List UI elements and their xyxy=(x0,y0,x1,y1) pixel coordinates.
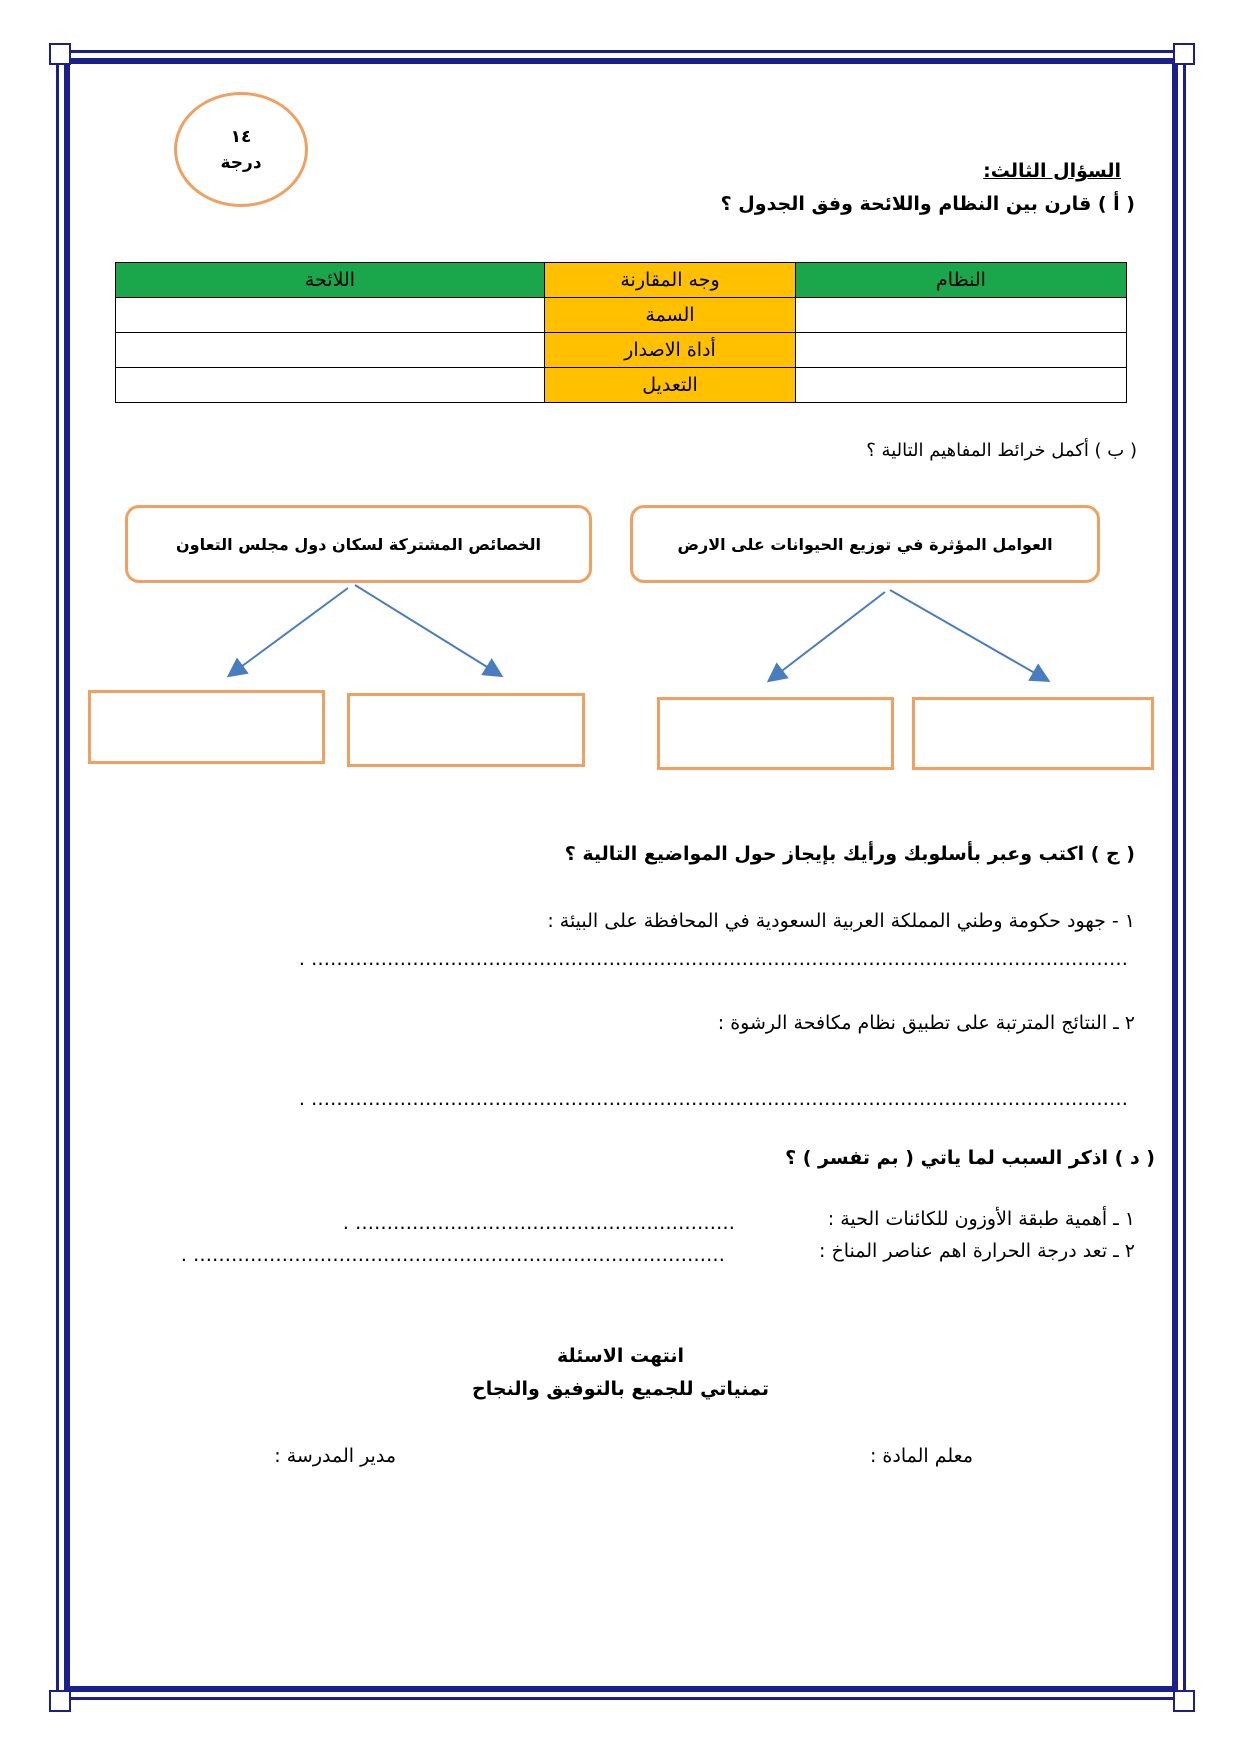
header-comparison-aspect: وجه المقارنة xyxy=(545,263,796,298)
concept-arrows xyxy=(0,0,1241,800)
c-item-1: ١ - جهود حكومة وطني المملكة العربية السعودية في المحافظة على البيئة : xyxy=(547,910,1135,932)
concept-answer-box[interactable] xyxy=(912,697,1154,770)
part-b-prompt: ( ب ) أكمل خرائط المفاهيم التالية ؟ xyxy=(866,440,1137,461)
principal-signature-label: مدير المدرسة : xyxy=(274,1445,396,1467)
concept-answer-box[interactable] xyxy=(657,697,894,770)
concept-answer-box[interactable] xyxy=(347,693,585,767)
concept-box-left: الخصائص المشتركة لسكان دول مجلس التعاون xyxy=(125,505,592,583)
part-c-prompt: ( ج ) اكتب وعبر بأسلوبك ورأيك بإيجاز حول المواضيع التالية ؟ xyxy=(564,843,1135,865)
teacher-signature-label: معلم المادة : xyxy=(869,1445,973,1467)
part-a-prompt: ( أ ) قارن بين النظام واللائحة وفق الجدول ؟ xyxy=(720,193,1135,215)
header-regulation: اللائحة xyxy=(116,263,545,298)
arrow-right-b xyxy=(890,590,1047,680)
arrow-left-b xyxy=(355,585,500,675)
question-title: السؤال الثالث: xyxy=(983,160,1121,182)
frame-corner-bottom-right xyxy=(1173,1690,1195,1712)
row-label: السمة xyxy=(545,298,796,333)
grade-label: درجة xyxy=(220,152,262,173)
d-item-2: ٢ ـ تعد درجة الحرارة اهم عناصر المناخ : xyxy=(819,1240,1135,1262)
d-item-1: ١ ـ أهمية طبقة الأوزون للكائنات الحية : xyxy=(827,1208,1135,1230)
grade-number: ١٤ xyxy=(230,126,252,147)
ending-line-2: تمنياتي للجميع بالتوفيق والنجاح xyxy=(472,1378,769,1400)
answer-line[interactable]: ………………………………………………………………………………………………………………… . xyxy=(298,948,1128,970)
answer-line[interactable]: ………………………………………………………………………………………………………………… . xyxy=(298,1088,1128,1110)
answer-line[interactable]: …………………………………………………… . xyxy=(342,1212,735,1234)
arrow-right-a xyxy=(770,592,885,680)
row-label: التعديل xyxy=(545,368,796,403)
c-item-2: ٢ ـ النتائج المترتبة على تطبيق نظام مكافحة الرشوة : xyxy=(717,1012,1135,1034)
arrow-left-a xyxy=(230,588,348,675)
concept-answer-box[interactable] xyxy=(88,690,325,764)
answer-line[interactable]: ………………………………………………………………………… . xyxy=(180,1244,725,1266)
header-system: النظام xyxy=(796,263,1127,298)
ending-line-1: انتهت الاسئلة xyxy=(556,1345,685,1367)
frame-corner-bottom-left xyxy=(49,1690,71,1712)
part-d-prompt: ( د ) اذكر السبب لما ياتي ( بم تفسر ) ؟ xyxy=(785,1147,1155,1169)
row-label: أداة الاصدار xyxy=(545,333,796,368)
concept-box-right: العوامل المؤثرة في توزيع الحيوانات على الارض xyxy=(630,505,1100,583)
